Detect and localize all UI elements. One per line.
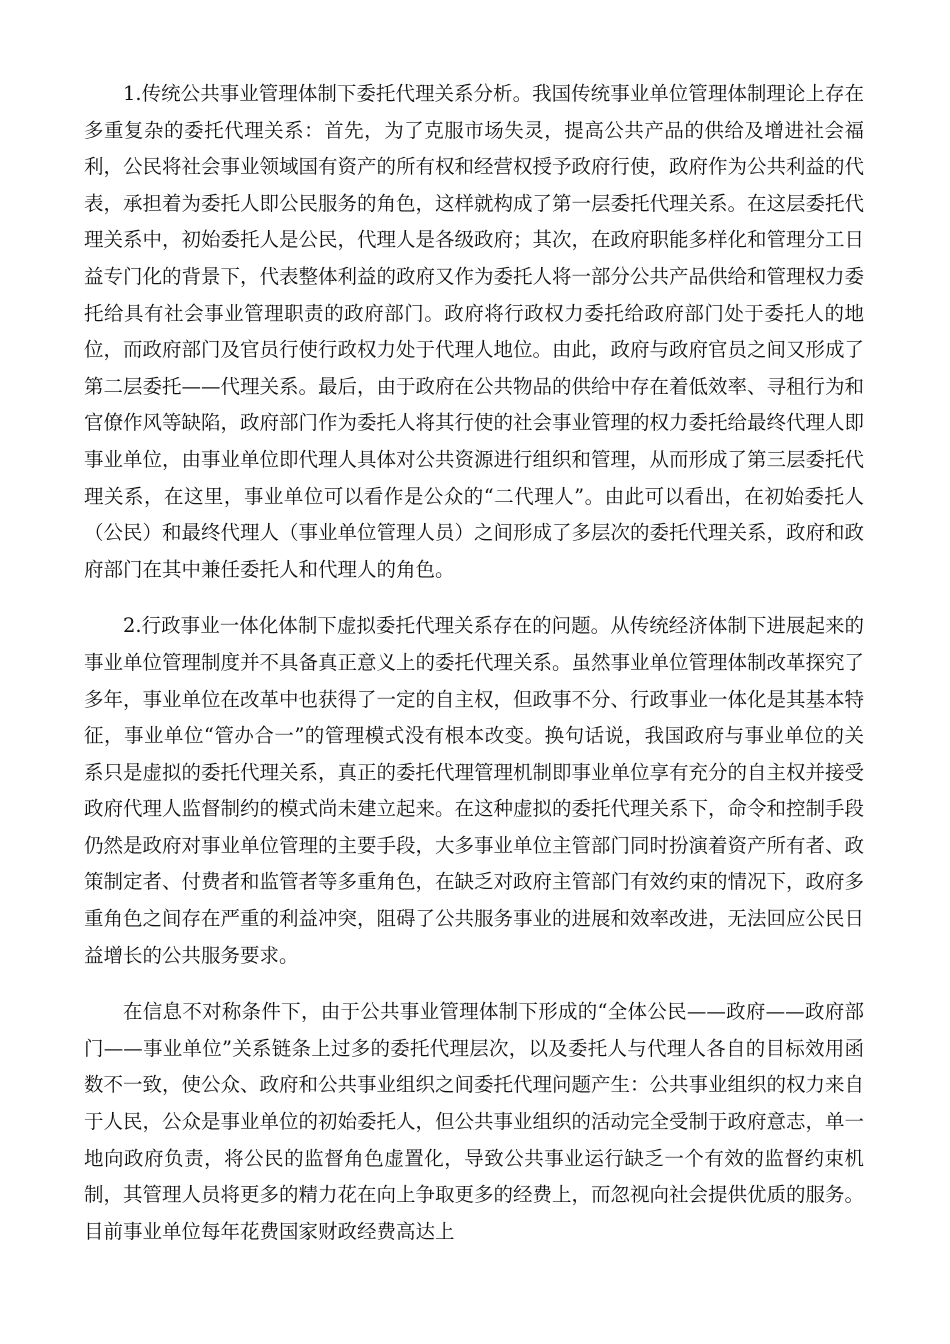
paragraph-3: 在信息不对称条件下，由于公共事业管理体制下形成的“全体公民——政府——政府部门——事业单位”关系链条上过多的委托代理层次，以及委托人与代理人各自的目标效用函数不一致，使公众、政府和公共事业组织之间委托代理问题产生：公共事业组织的权力来自于人民，公众是事业单位的初始委托人，但公共事业组织的活动完全受制于政府意志，单一地向政府负责，将公民的监督角色虚置化，导致公共事业运行缺乏一个有效的监督约束机制，其管理人员将更多的精力花在向上争取更多的经费上，而忽视向社会提供优质的服务。目前事业单位每年花费国家财政经费高达上 <box>84 1000 865 1243</box>
paragraph-1: 1.传统公共事业管理体制下委托代理关系分析。我国传统事业单位管理体制理论上存在多重复杂的委托代理关系：首先，为了克服市场失灵，提高公共产品的供给及增进社会福利，公民将社会事业领域国有资产的所有权和经营权授予政府行使，政府作为公共利益的代表，承担着为委托人即公民服务的角色，这样就构成了第一层委托代理关系。在这层委托代理关系中，初始委托人是公民，代理人是各级政府；其次，在政府职能多样化和管理分工日益专门化的背景下，代表整体利益的政府又作为委托人将一部分公共产品供给和管理权力委托给具有社会事业管理职责的政府部门。政府将行政权力委托给政府部门处于委托人的地位，而政府部门及官员行使行政权力处于代理人地位。由此，政府与政府官员之间又形成了第二层委托——代理关系。最后，由于政府在公共物品的供给中存在着低效率、寻租行为和官僚作风等缺陷，政府部门作为委托人将其行使的社会事业管理的权力委托给最终代理人即事业单位，由事业单位即代理人具体对公共资源进行组织和管理，从而形成了第三层委托代理关系，在这里，事业单位可以看作是公众的“二代理人”。由此可以看出，在初始委托人（公民）和最终代理人（事业单位管理人员）之间形成了多层次的委托代理关系，政府和政府部门在其中兼任委托人和代理人的角色。 <box>84 82 865 581</box>
paragraph-2: 2.行政事业一体化体制下虚拟委托代理关系存在的问题。从传统经济体制下进展起来的事业单位管理制度并不具备真正意义上的委托代理关系。虽然事业单位管理体制改革探究了多年，事业单位在改革中也获得了一定的自主权，但政事不分、行政事业一体化是其基本特征，事业单位“管办合一”的管理模式没有根本改变。换句话说，我国政府与事业单位的关系只是虚拟的委托代理关系，真正的委托代理管理机制即事业单位享有充分的自主权并接受政府代理人监督制约的模式尚未建立起来。在这种虚拟的委托代理关系下，命令和控制手段仍然是政府对事业单位管理的主要手段，大多事业单位主管部门同时扮演着资产所有者、政策制定者、付费者和监管者等多重角色，在缺乏对政府主管部门有效约束的情况下，政府多重角色之间存在严重的利益冲突，阻碍了公共服务事业的进展和效率改进，无法回应公民日益增长的公共服务要求。 <box>84 614 865 967</box>
document-page <box>84 76 864 1270</box>
